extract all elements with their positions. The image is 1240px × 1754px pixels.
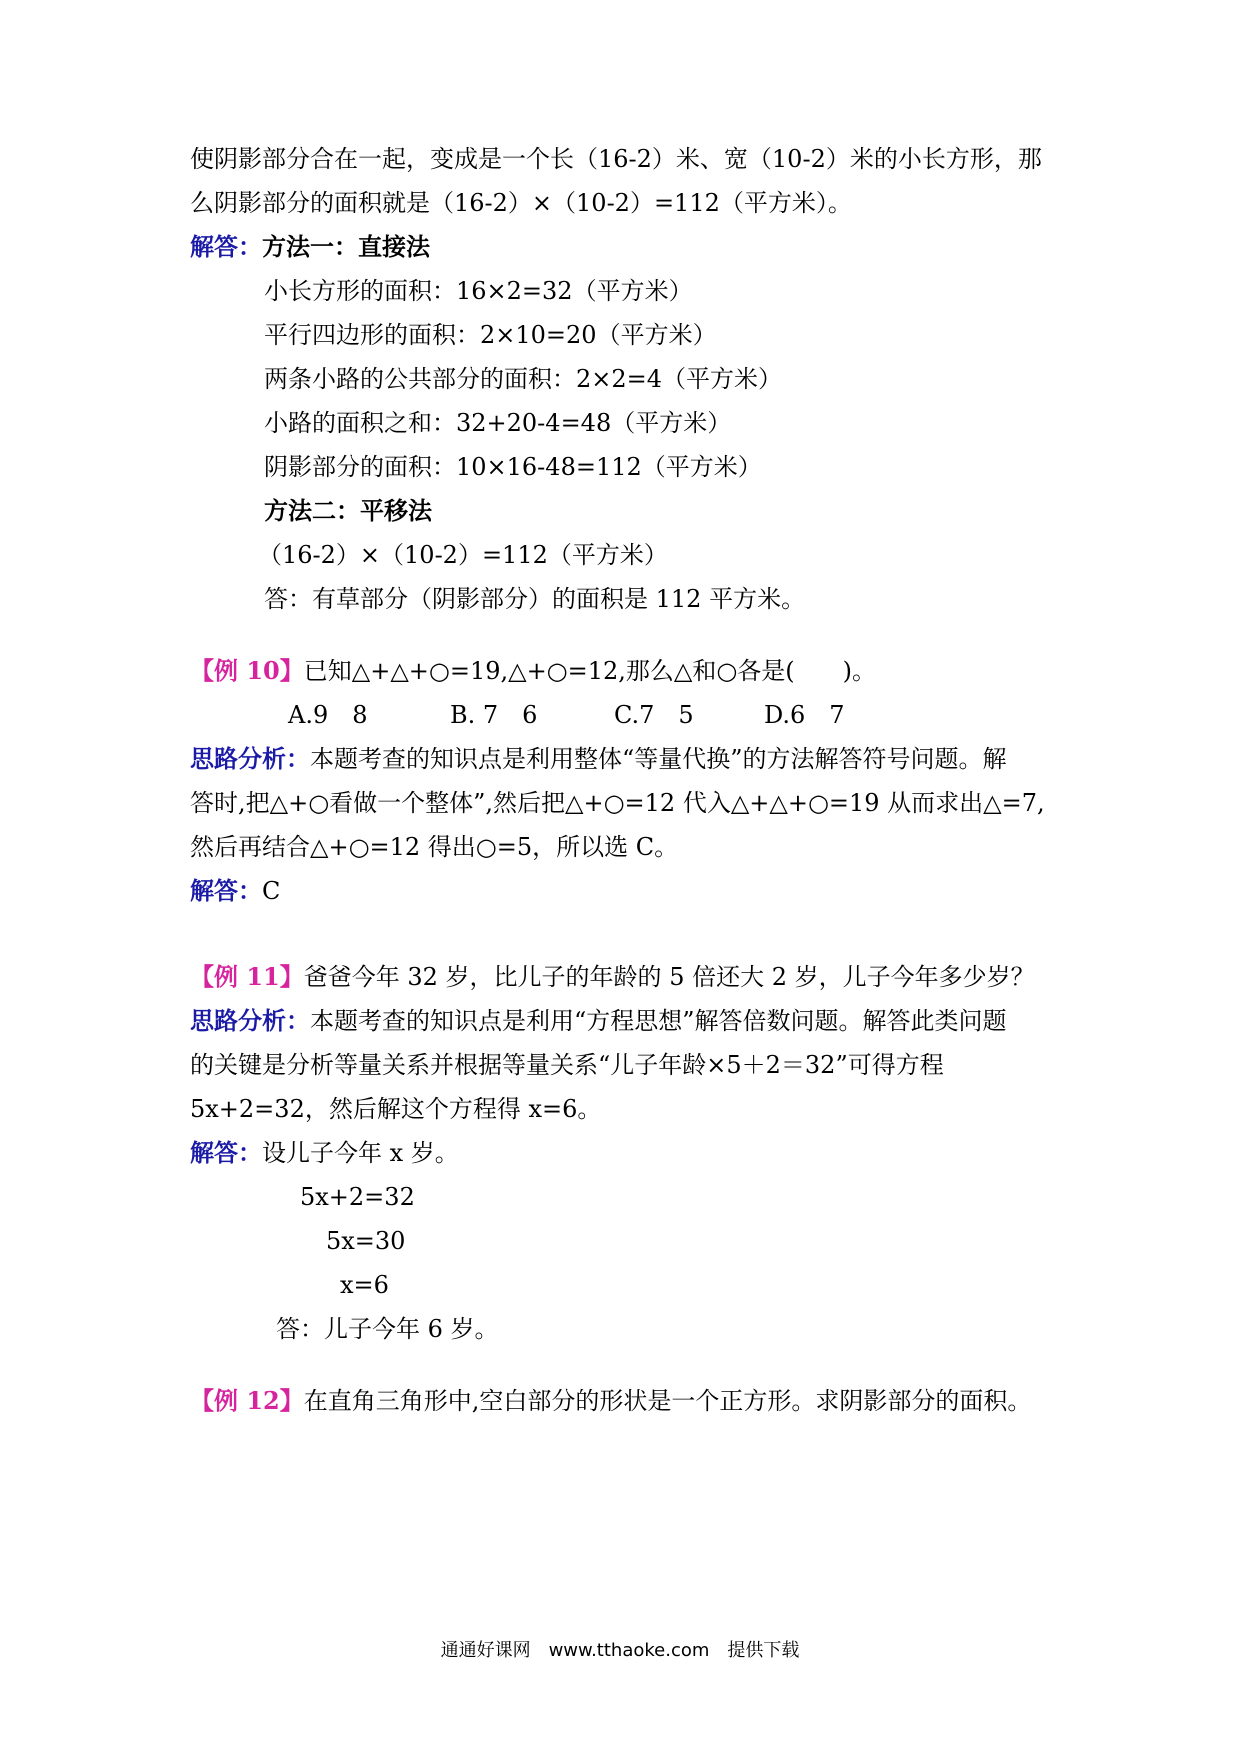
example-12-tag: 【例 12】	[190, 1386, 304, 1415]
method-2-title: 方法二：平移法	[264, 496, 432, 525]
analysis-text: 本题考查的知识点是利用“方程思想”解答倍数问题。解答此类问题	[310, 1007, 1007, 1035]
example-10-analysis-line-1	[190, 744, 1007, 774]
intro-line-1: 使阴影部分合在一起，变成是一个长（16-2）米、宽（10-2）米的小长方形，那	[190, 145, 1042, 173]
example-11-tag: 【例 11】	[190, 962, 304, 991]
answer-1-final: 答：有草部分（阴影部分）的面积是 112 平方米。	[264, 585, 806, 613]
step-line: 平行四边形的面积：2×10=20（平方米）	[264, 321, 717, 349]
intro-line-2: 么阴影部分的面积就是（16-2）×（10-2）=112（平方米）。	[190, 189, 852, 217]
step-line: 小长方形的面积：16×2=32（平方米）	[264, 277, 693, 305]
answer-label: 解答：	[190, 1138, 262, 1167]
example-11-final: 答：儿子今年 6 岁。	[276, 1315, 499, 1343]
analysis-text: 本题考查的知识点是利用整体“等量代换”的方法解答符号问题。解	[310, 745, 1007, 773]
method-1-title: 方法一：直接法	[262, 232, 430, 261]
example-10-analysis-line-3: 然后再结合△+○=12 得出○=5，所以选 C。	[190, 833, 679, 861]
example-10-question	[190, 656, 876, 686]
step-line: 阴影部分的面积：10×16-48=112（平方米）	[264, 453, 762, 481]
answer-1-heading	[190, 232, 430, 262]
example-10-option-d: D.6 7	[764, 701, 845, 729]
example-10-text: 已知△+△+○=19,△+○=12,那么△和○各是( )。	[303, 657, 877, 685]
equation-line: 5x+2=32	[300, 1183, 415, 1211]
example-11-analysis-line-3: 5x+2=32，然后解这个方程得 x=6。	[190, 1095, 602, 1123]
example-11-answer	[190, 1138, 459, 1168]
step-line: 小路的面积之和：32+20-4=48（平方米）	[264, 409, 732, 437]
answer-intro: 设儿子今年 x 岁。	[262, 1139, 459, 1167]
answer-value: C	[262, 877, 281, 905]
answer-label: 解答：	[190, 232, 262, 261]
example-10-option-b: B. 7 6	[450, 701, 538, 729]
equation-line: x=6	[340, 1271, 389, 1299]
equation-line: 5x=30	[326, 1227, 406, 1255]
example-11-question	[190, 962, 1035, 992]
example-10-option-a: A.9 8	[288, 701, 368, 729]
page-footer: 通通好课网 www.tthaoke.com 提供下载	[440, 1640, 800, 1661]
example-10-answer	[190, 876, 280, 906]
analysis-label: 思路分析：	[190, 1006, 310, 1035]
example-12-question	[190, 1386, 1031, 1416]
method-2-formula: （16-2）×（10-2）=112（平方米）	[258, 541, 668, 569]
example-11-analysis-line-2: 的关键是分析等量关系并根据等量关系“儿子年龄×5＋2＝32”可得方程	[190, 1051, 944, 1079]
example-11-analysis-line-1	[190, 1006, 1007, 1036]
step-line: 两条小路的公共部分的面积：2×2=4（平方米）	[264, 365, 783, 393]
example-10-analysis-line-2: 答时,把△+○看做一个整体”,然后把△+○=12 代入△+△+○=19 从而求出△=7,	[190, 789, 1045, 817]
example-11-text: 爸爸今年 32 岁，比儿子的年龄的 5 倍还大 2 岁，儿子今年多少岁？	[303, 963, 1035, 991]
example-10-tag: 【例 10】	[190, 656, 304, 685]
example-10-option-c: C.7 5	[614, 701, 694, 729]
analysis-label: 思路分析：	[190, 744, 310, 773]
answer-label: 解答：	[190, 876, 262, 905]
example-12-text: 在直角三角形中,空白部分的形状是一个正方形。求阴影部分的面积。	[303, 1387, 1032, 1415]
